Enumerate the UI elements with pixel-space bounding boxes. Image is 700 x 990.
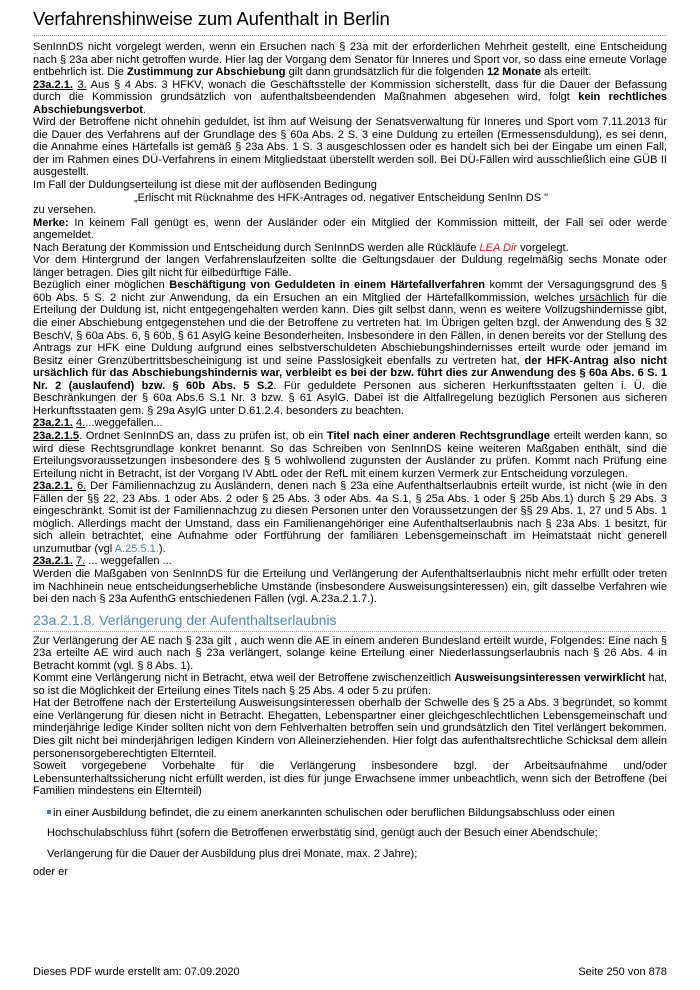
section-number: 23a.2.1. <box>33 555 73 568</box>
paragraph-beschaeftigung: Bezüglich einer möglichen Beschäftigung von Geduldeten in einem Härtefallverfahren kommt der Versagungsgrund des § 60b Abs. 5 S. 2 nicht zur Anwendung, da ein Ersuchen an ein Mitglied der Härtefallkommission, welches ursächlich für die Erteilung der Duldung ist, nicht entgegengehalten werden kann. Dies gilt selbst dann, wenn es weitere Vollzugshindernisse gibt, die einer Abschiebung entgegenstehen und die der Betroffene zu vertreten hat. Im Übrigen gelten bzgl. der Anwendung des § 32 BeschV, § 60a Abs. 6, § 60b, § 61 AsylG keine Besonderheiten. Insbesondere in den Fällen, in denen bereits vor der Stellung des Antrags zur HFK eine Duldung aufgrund eines selbstverschuldeten Abschiebungshindernisses erteilt wurde oder jemand im Besitz einer Grenzübertrittsbescheinigung ist und seine Passlosigkeit ebenfalls zu vertreten hat, der HFK-Antrag also nicht ursächlich für das Abschiebungshindernis war, verbleibt es bei der bzw. führt dies zur Anwendung des § 60a Abs. 6 S. 1 Nr. 2 (auslaufend) bzw. § 60b Abs. 5 S.2. Für geduldete Personen aus sicheren Herkunftsstaaten gelten i. Ü. die Beschränkungen der § 60a Abs.6 S.1 Nr. 3 bzw. § 61 AsylG. Dabei ist die Altfallregelung bezüglich Personen aus sicheren Herkunftsstaaten gem. § 29a AsylG unter D.61.2.4. besonders zu beachten. <box>33 279 668 417</box>
paragraph-kommt-eine: Kommt eine Verlängerung nicht in Betracht, etwa weil der Betroffene zwischenzeitlich Ausweisungsinteressen verwirklicht hat, so ist die Möglichkeit der Erteilung eines Titels nach § 25 Abs. 4 oder 5 zu prüfen. <box>33 672 667 697</box>
paragraph-oder-er: oder er <box>33 866 69 879</box>
document-body <box>33 41 667 606</box>
section-number: 23a.2.1. <box>33 480 73 493</box>
paragraph-23a-2-1-7: 23a.2.1. 7. ... weggefallen ... <box>33 555 172 568</box>
paragraph-zur-verlaengerung: Zur Verlängerung der AE nach § 23a gilt , auch wenn die AE in einem anderen Bundesland erteilt wurde, Folgendes: Eine nach § 23a erteilte AE wird auch nach § 23a verlängert, solange keine Erteilung einer Niederlassungserlaubnis nach § 26 Abs. 4 in Betracht kommt (vgl. § 8 Abs. 1). <box>33 634 667 672</box>
paragraph-duldung: Wird der Betroffene nicht ohnehin geduldet, ist ihm auf Weisung der Senatsverwaltung für Inneres und Sport vom 7.11.2013 für die Dauer des Verfahrens auf der Grundlage des § 60a Abs. 2 S. 3 eine Duldung zu erteilen (Ermessensduldung), es sei denn, die Annahme eines Härtefalls ist gemäß § 23a Abs. 1 S. 3 ausgeschlossen oder es handelt sich bei der Eingabe um einen Fall, der im Rahmen eines DÜ-Verfahrens in einem Mitgliedstaat überstellt werden soll. Bei DÜ-Fällen wird ausschließlich eine GÜB II ausgestellt. <box>33 116 667 179</box>
paragraph-massgaben: Werden die Maßgaben von SenInnDS für die Erteilung und Verlängerung der Aufenthaltserlaubnis nicht mehr erfüllt oder treten im Nachhinein neue entscheidungserhebliche Umstände (insbesondere Ausweisungsinteressen) ein, gilt dasselbe Verfahren wie bei den nach § 23a AufenthG entschiedenen Fällen (vgl. A.23a.2.1.7.). <box>33 567 667 606</box>
paragraph-vorbehalte: Soweit vorgegebene Vorbehalte für die Verlängerung insbesondere bzgl. der Arbeitsaufnahme und/oder Lebensunterhaltssicherung nicht erfüllt werden, ist dies für junge Erwachsene immer unbeachtlich, wenn sich der Betroffene (bei Familien mindestens ein Elternteil) <box>33 760 667 798</box>
bullet-list <box>42 803 667 865</box>
paragraph-versehen: zu versehen. <box>33 204 97 217</box>
paragraph-23a-2-1-5: 23a.2.1.5. Ordnet SenInnDS an, dass zu prüfen ist, ob ein Titel nach einer anderen Rechtsgrundlage erteilt werden kann, so wird diese Rechtsgrundlage konkret benannt. So das Schreiben von SenInnDS keine weiteren Maßgaben enthält, sind die Erteilungsvoraussetzungen insbesondere des § 5 wohlwollend zugunsten der Ausländer zu prüfen. Kommt nach Prüfung eine Erteilung nicht in Betracht, ist der Vorgang IV AbtL oder der RefL mit einem kurzen Vermerk zur Entscheidung vorzulegen. <box>33 429 667 480</box>
page-title: Verfahrenshinweise zum Aufenthalt in Berlin <box>33 8 667 36</box>
paragraph-intro: SenInnDS nicht vorgelegt werden, wenn ein Ersuchen nach § 23a mit der erforderlichen Mehrheit gestellt, eine Entscheidung nach § 23a aber nicht getroffen wurde. Hier lag der Vorgang dem Senator für Inneres und Sport vor, so dass eine erneute Vorlage entbehrlich ist. Die Zustimmung zur Abschiebung gilt dann grundsätzlich für die folgenden 12 Monate als erteilt. <box>33 41 667 79</box>
paragraph-23a-2-1-3: 23a.2.1. 3. Aus § 4 Abs. 3 HFKV, wonach die Geschäftsstelle der Kommission sicherstellt, dass für die Dauer der Befassung durch die Kommission grundsätzlich von aufenthaltsbeendenden Maßnahmen abgesehen wird, folgt kein rechtliches Abschiebungsverbot. <box>33 78 667 116</box>
paragraph-ruecklaeufe: Nach Beratung der Kommission und Entscheidung durch SenInnDS werden alle Rückläufe LEA Dir vorgelegt. <box>33 241 569 254</box>
section-number: 23a.2.1. <box>33 417 73 430</box>
paragraph-merke: Merke: In keinem Fall genügt es, wenn der Ausländer oder ein Mitglied der Kommission mitteilt, der Fall sei oder werde angemeldet. <box>33 216 667 242</box>
paragraph-ersterteilung: Hat der Betroffene nach der Ersterteilung Ausweisungsinteressen oberhalb der Schwelle des § 25 a Abs. 3 begründet, so kommt eine Verlängerung für diesen nicht in Betracht. Ehegatten, Lebenspartner einer gleichgeschlechtlichen Lebensgemeinschaft und minderjährige ledige Kinder sollten nicht von dem Fehlverhalten betroffen sein und grundsätzlich den Titel verlängert bekommen. Dies gilt nicht bei minderjährigen ledigen Kindern von Alleinerziehenden. Hier folgt das aufenthaltsrechtliche Schicksal dem allein personensorgeberechtigten Elternteil. <box>33 697 667 760</box>
list-item: in einer Ausbildung befindet, die zu einem anerkannten schulischen oder beruflichen Bildungsabschluss oder einen Hochschulabschluss führt (sofern die Betroffenen erwerbstätig sind, genügt auch der Besuch einer Abendschule; Verlängerung für die Dauer der Ausbildung plus drei Monate, max. 2 Jahre); <box>47 806 615 860</box>
link-a-25-5-1[interactable]: A.25.5.1. <box>114 542 159 555</box>
footer-created-date: Dieses PDF wurde erstellt am: 07.09.2020 <box>33 966 240 978</box>
section-number: 23a.2.1. <box>33 78 73 91</box>
footer-page-number: Seite 250 von 878 <box>578 966 667 978</box>
page <box>33 8 667 879</box>
paragraph-23a-2-1-6: 23a.2.1. 6. Der Familiennachzug zu Ausländern, denen nach § 23a eine Aufenthaltserlaubnis erteilt wurde, ist nicht (wie in den Fällen der §§ 22, 23 Abs. 1 oder Abs. 2 oder § 25 Abs. 3 oder Abs. 4a S.1, § 25a Abs. 1 oder § 25b Abs.1) durch § 29 Abs. 3 eingeschränkt. Somit ist der Familiennachzug zu diesen Personen unter den Voraussetzungen der §§ 29 Abs. 1, 27 und 5 Abs. 1 möglich. Allerdings macht der Umstand, dass ein Familienangehöriger eine Aufenthaltserlaubnis nach § 23a Abs. 1 besitzt, für sich allein betrachtet, eine Aufnahme oder Fortführung der familiären Lebensgemeinschaft im Heimatstaat nicht generell unzumutbar (vgl A.25.5.1.). <box>33 480 667 555</box>
paragraph-bedingung-quote: „Erlischt mit Rücknahme des HFK-Antrages od. negativer Entscheidung SenInn DS " <box>134 191 549 204</box>
paragraph-23a-2-1-4: 23a.2.1. 4....weggefallen... <box>33 417 163 430</box>
paragraph-bedingung: Im Fall der Duldungserteilung ist diese mit der auflösenden Bedingung <box>33 179 377 192</box>
lea-dir-text: LEA Dir <box>479 241 518 254</box>
section-body <box>33 635 667 798</box>
paragraph-geltungsdauer: Vor dem Hintergrund der langen Verfahrenslaufzeiten sollte die Geltungsdauer der Duldung regelmäßig sechs Monate oder länger betragen. Dies gilt nicht für eilbedürftige Fälle. <box>33 254 667 279</box>
section-heading-verlaengerung: 23a.2.1.8. Verlängerung der Aufenthaltserlaubnis <box>33 611 667 632</box>
section-number: 23a.2.1.5 <box>33 429 80 442</box>
bullet-square-icon <box>47 810 51 814</box>
